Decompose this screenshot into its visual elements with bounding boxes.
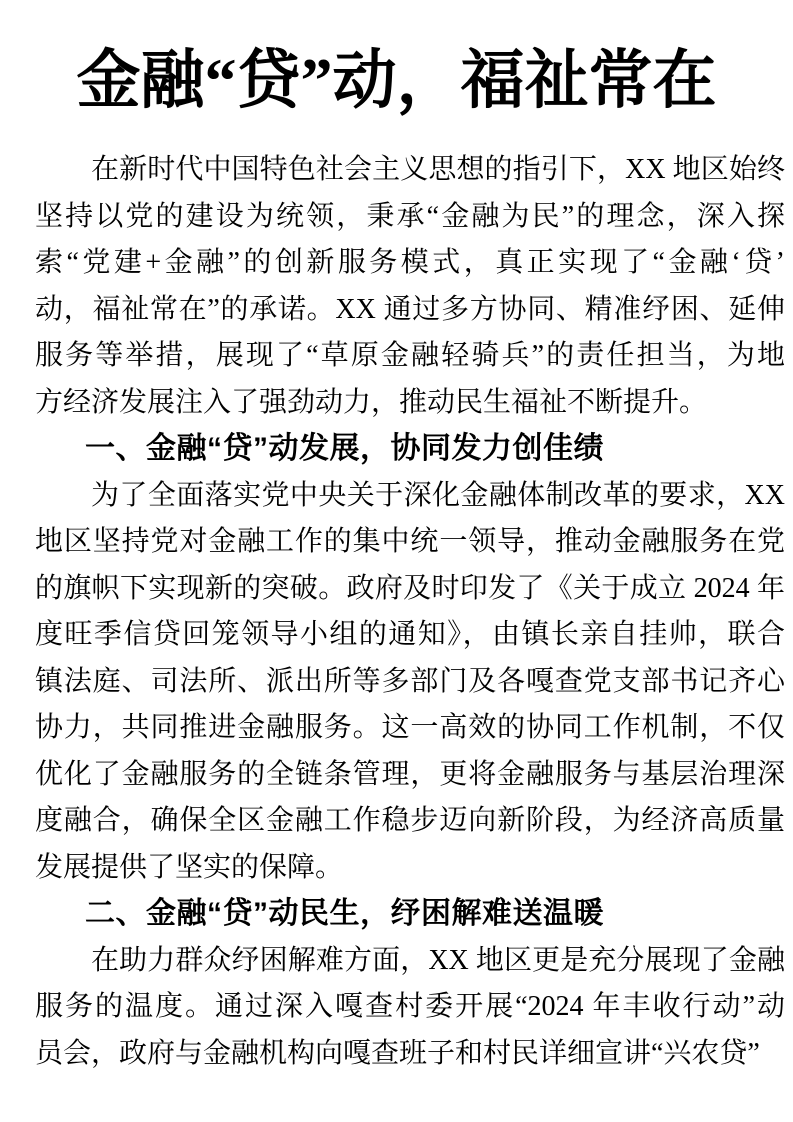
paragraph-line: 协力，共同推进金融服务。这一高效的协同工作机制，不仅 [35,712,785,743]
paragraph-line: 服务的温度。通过深入嘎查村委开展“2024 年丰收行动”动 [35,991,785,1022]
paragraph-line: 度融合，确保全区金融工作稳步迈向新阶段，为经济高质量 [35,805,785,836]
paragraph-line: 方经济发展注入了强劲动力，推动民生福祉不断提升。 [35,386,708,418]
paragraph-line: 在新时代中国特色社会主义思想的指引下，XX 地区始终 [91,154,785,185]
paragraph-line: 服务等举措，展现了“草原金融轻骑兵”的责任担当，为地 [35,340,785,371]
section-heading: 二、金融“贷”动民生，纾困解难送温暖 [85,897,604,930]
paragraph-line: 优化了金融服务的全链条管理，更将金融服务与基层治理深 [35,758,785,790]
paragraph-line: 地区坚持党对金融工作的集中统一领导，推动金融服务在党 [35,526,785,557]
paragraph-line: 的旗帜下实现新的突破。政府及时印发了《关于成立 2024 年 [35,572,785,604]
paragraph-line: 镇法庭、司法所、派出所等多部门及各嘎查党支部书记齐心 [35,665,785,697]
section-heading: 一、金融“贷”动发展，协同发力创佳绩 [85,432,604,465]
paragraph-line: 员会，政府与金融机构向嘎查班子和村民详细宣讲“兴农贷” [35,1037,760,1069]
document-title: 金融“贷”动，福祉常在 [76,45,717,116]
paragraph-line: 度旺季信贷回笼领导小组的通知》，由镇长亲自挂帅，联合 [35,619,785,650]
paragraph-line: 坚持以党的建设为统领，秉承“金融为民”的理念，深入探 [35,200,785,232]
document-body [0,147,793,1077]
paragraph-line: 索“党建+金融”的创新服务模式，真正实现了“金融‘贷’ [35,247,785,278]
paragraph-line: 发展提供了坚实的保障。 [35,851,344,883]
paragraph-line: 在助力群众纾困解难方面，XX 地区更是充分展现了金融 [91,944,785,976]
paragraph-line: 为了全面落实党中央关于深化金融体制改革的要求，XX [91,479,785,511]
paragraph-line: 动，福祉常在”的承诺。XX 通过多方协同、精准纾困、延伸 [35,293,785,325]
